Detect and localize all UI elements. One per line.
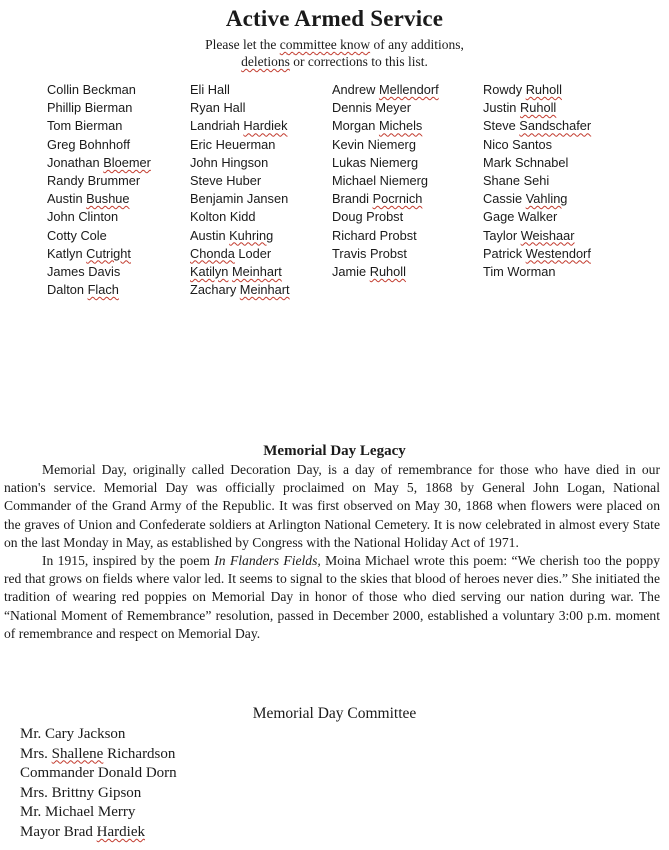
name-word: Probst — [366, 209, 404, 225]
committee-member — [20, 803, 177, 823]
name-word: Heuerman — [215, 136, 276, 152]
name-word: Cole — [80, 227, 107, 243]
service-member-name — [47, 81, 192, 99]
names-column-3 — [332, 81, 477, 281]
service-member-name — [332, 208, 477, 226]
service-member-name — [483, 263, 628, 281]
service-member-name — [47, 190, 192, 208]
spellcheck-marked-word: Cutright — [86, 245, 131, 261]
committee-list — [20, 725, 177, 843]
name-word: Steve — [190, 172, 223, 188]
instructions-text: or corrections to this list. — [289, 54, 428, 69]
spellcheck-marked-word: Pocrnich — [372, 191, 423, 207]
name-word: Mr. — [20, 726, 42, 742]
service-member-name — [190, 227, 335, 245]
service-member-name — [190, 208, 335, 226]
name-word: Travis — [332, 245, 367, 261]
name-word: Loder — [238, 245, 272, 261]
name-word: Dalton — [47, 282, 84, 298]
name-word: Commander — [20, 765, 95, 782]
legacy-text — [4, 461, 660, 643]
committee-member — [20, 725, 177, 745]
name-word: Brittny — [51, 784, 95, 801]
instructions — [0, 36, 669, 70]
name-word: Probst — [369, 245, 407, 261]
instructions-line-2 — [0, 53, 669, 70]
spellcheck-marked-word: Weishaar — [520, 227, 575, 243]
spellcheck-marked-word: Meinhart — [231, 263, 282, 279]
spellcheck-marked-word: Kuhring — [229, 227, 274, 243]
name-word: Cotty — [47, 227, 77, 243]
service-member-name — [332, 227, 477, 245]
legacy-text-segment: In 1915, inspired by the poem — [42, 553, 215, 569]
name-word: Beckman — [82, 82, 136, 97]
name-word: Taylor — [483, 227, 518, 243]
service-member-name — [47, 172, 192, 190]
name-word: Brad — [63, 823, 93, 840]
name-word: Justin — [483, 100, 517, 116]
names-column-1 — [47, 81, 192, 299]
name-word: Andrew — [332, 82, 376, 97]
spellcheck-marked-word: Shallene — [51, 745, 104, 762]
service-member-name — [190, 172, 335, 190]
name-word: Jackson — [77, 726, 126, 742]
service-member-name — [483, 117, 628, 135]
service-member-name — [483, 136, 628, 154]
name-word: Richardson — [107, 745, 176, 762]
service-member-name — [483, 208, 628, 226]
service-member-name — [332, 99, 477, 117]
name-word: Hall — [223, 100, 246, 116]
name-word: Kolton — [190, 209, 227, 225]
service-member-name — [190, 190, 335, 208]
service-member-name — [47, 117, 192, 135]
name-word: Katlyn — [47, 245, 83, 261]
service-member-name — [47, 281, 192, 299]
name-word: Morgan — [332, 118, 376, 134]
name-word: Austin — [47, 191, 83, 207]
name-word: Mark — [483, 154, 512, 170]
name-word: Donald — [97, 765, 143, 782]
instructions-text: Please let the — [205, 37, 280, 52]
name-word: Dennis — [332, 100, 372, 116]
committee-member — [20, 745, 177, 765]
spellcheck-marked-text: deletions — [241, 54, 290, 69]
service-member-name — [190, 117, 335, 135]
name-word: Mayor — [20, 823, 60, 840]
name-word: Randy — [47, 172, 84, 188]
service-member-name — [47, 136, 192, 154]
name-word: Gage — [483, 209, 515, 225]
name-word: Schnabel — [515, 154, 569, 170]
service-member-name — [190, 245, 335, 263]
committee-heading: Memorial Day Committee — [252, 705, 417, 722]
committee-member — [20, 764, 177, 784]
legacy-paragraph-1: Memorial Day, originally called Decoration Day, is a day of remembrance for those who have died in our nation's service. Memorial Day was officially proclaimed on May 5, 1868 by General John Logan, National Commander of the Grand Army of the Republic. It was first observed on May 30, 1868 when flowers were placed on the graves of Union and Confederate soldiers at Arlington National Cemetery. It is now celebrated in almost every State on the last Monday in May, as established by Congress with the National Holiday Act of 1971. — [4, 462, 660, 550]
name-word: Nico — [483, 136, 509, 152]
service-member-name — [190, 99, 335, 117]
name-word: Bierman — [84, 100, 133, 116]
name-word: Walker — [517, 209, 558, 225]
spellcheck-marked-word: Ruholl — [520, 100, 557, 116]
name-word: Bierman — [74, 118, 123, 134]
service-member-name — [47, 154, 192, 172]
service-member-name — [47, 227, 192, 245]
service-member-name — [190, 281, 335, 299]
service-member-name — [332, 245, 477, 263]
name-word: Collin — [47, 82, 80, 97]
spellcheck-marked-word: Chonda — [190, 245, 235, 261]
service-member-name — [483, 99, 628, 117]
service-member-name — [483, 190, 628, 208]
spellcheck-marked-word: Ruholl — [369, 263, 406, 279]
service-member-name — [190, 136, 335, 154]
service-member-name — [483, 172, 628, 190]
names-column-2 — [190, 81, 335, 299]
name-word: Davis — [88, 263, 121, 279]
service-member-name — [332, 154, 477, 172]
name-word: Clinton — [78, 209, 119, 225]
name-word: Cassie — [483, 191, 523, 207]
service-member-name — [332, 172, 477, 190]
service-member-name — [47, 263, 192, 281]
name-word: Richard — [332, 227, 377, 243]
name-word: Shane — [483, 172, 521, 188]
service-member-name — [332, 190, 477, 208]
name-word: Mr. — [20, 804, 42, 821]
name-word: Jonathan — [47, 154, 100, 170]
service-member-name — [190, 81, 335, 99]
name-word: Tom — [47, 118, 72, 134]
service-member-name — [483, 154, 628, 172]
name-word: James — [47, 263, 85, 279]
spellcheck-marked-word: Bushue — [86, 191, 130, 207]
spellcheck-marked-word: Sandschafer — [519, 118, 592, 134]
committee-member — [20, 784, 177, 804]
service-member-name — [483, 245, 628, 263]
name-word: Phillip — [47, 100, 82, 116]
name-word: Mrs. — [20, 784, 48, 801]
name-word: Bohnhoff — [79, 136, 131, 152]
name-word: Michael — [332, 172, 377, 188]
service-member-name — [190, 154, 335, 172]
service-member-name — [332, 117, 477, 135]
name-word: Eli — [190, 82, 205, 97]
name-word: John — [47, 209, 75, 225]
name-word: Eric — [190, 136, 213, 152]
name-word: Dorn — [145, 765, 177, 782]
name-word: Hingson — [221, 154, 269, 170]
spellcheck-marked-word: Mellendorf — [378, 82, 439, 97]
name-word: Landriah — [190, 118, 240, 134]
names-column-4 — [483, 81, 628, 281]
name-word: Niemerg — [367, 136, 416, 152]
spellcheck-marked-word: Westendorf — [525, 245, 591, 261]
poem-title: In Flanders Fields, — [214, 553, 321, 569]
name-word: Michael — [45, 804, 95, 821]
name-word: John — [190, 154, 218, 170]
name-word: Kevin — [332, 136, 365, 152]
page-title: Active Armed Service — [225, 6, 444, 31]
spellcheck-marked-word: Flach — [87, 282, 119, 298]
name-word: Santos — [512, 136, 553, 152]
committee-member — [20, 823, 177, 843]
name-word: Ryan — [190, 100, 220, 116]
name-word: Benjamin — [190, 191, 244, 207]
legacy-text-segment: Moina Michael wrote this poem: “We cherish too the poppy red that grows on fields where valor led. It seems to signal to the skies that blood of heroes never dies.” She initiated the tradition of wearing red poppies on Memorial Day in honor of those who died serving our nation during war. The “National Moment of Remembrance” resolution, passed in December 2000, established a voluntary 3:00 p.m. moment of remembrance and respect on Memorial Day. — [4, 553, 660, 641]
service-member-name — [332, 81, 477, 99]
name-word: Merry — [97, 804, 136, 821]
instructions-text: of any additions, — [370, 37, 464, 52]
name-word: Jansen — [246, 191, 289, 207]
name-word: Probst — [379, 227, 417, 243]
service-member-name — [190, 263, 335, 281]
spellcheck-marked-word: Hardiek — [243, 118, 288, 134]
service-member-name — [483, 227, 628, 245]
spellcheck-marked-word: Meinhart — [239, 282, 290, 298]
name-word: Huber — [226, 172, 262, 188]
spellcheck-marked-word: Michels — [378, 118, 423, 134]
name-word: Jamie — [332, 263, 367, 279]
name-word: Meyer — [375, 100, 411, 116]
service-member-name — [47, 99, 192, 117]
name-word: Gipson — [97, 784, 142, 801]
service-member-name — [332, 263, 477, 281]
name-word: Hall — [207, 82, 230, 97]
name-word: Brandi — [332, 191, 369, 207]
name-word: Niemerg — [369, 154, 419, 170]
name-word: Mrs. — [20, 745, 48, 762]
service-member-name — [483, 81, 628, 99]
name-word: Rowdy — [483, 82, 523, 97]
legacy-paragraph-2 — [4, 552, 660, 643]
name-word: Austin — [190, 227, 226, 243]
name-word: Tim — [483, 263, 504, 279]
spellcheck-marked-word: Vahling — [525, 191, 568, 207]
name-word: Niemerg — [379, 172, 429, 188]
name-word: Steve — [483, 118, 516, 134]
service-member-name — [47, 208, 192, 226]
spellcheck-marked-word: Hardiek — [96, 823, 145, 840]
spellcheck-marked-word: Katilyn — [190, 263, 229, 279]
spellcheck-marked-word: Ruholl — [525, 82, 562, 97]
legacy-heading: Memorial Day Legacy — [263, 443, 406, 459]
service-member-name — [332, 136, 477, 154]
name-word: Zachary — [190, 282, 237, 298]
name-word: Patrick — [483, 245, 523, 261]
name-word: Greg — [47, 136, 76, 152]
spellcheck-marked-text: committee know — [279, 37, 371, 52]
name-word: Lukas — [332, 154, 367, 170]
name-word: Cary — [45, 726, 75, 742]
instructions-line-1 — [0, 36, 669, 53]
name-word: Brummer — [87, 172, 141, 188]
name-word: Kidd — [229, 209, 256, 225]
spellcheck-marked-word: Bloemer — [103, 154, 151, 170]
name-word: Doug — [332, 209, 363, 225]
name-word: Sehi — [523, 172, 550, 188]
service-member-name — [47, 245, 192, 263]
name-word: Worman — [507, 263, 556, 279]
